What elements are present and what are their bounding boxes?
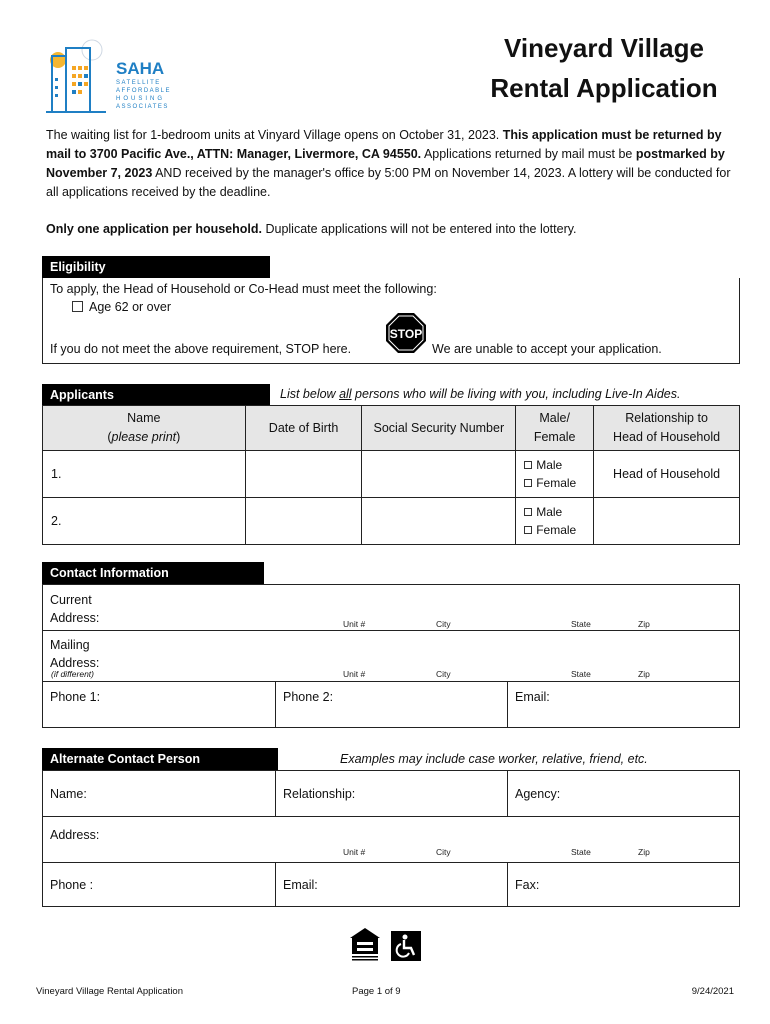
contact-table [42,584,740,728]
ssn-cell[interactable] [362,498,516,545]
applicants-table [42,405,740,545]
female-option[interactable]: Female [524,521,593,539]
alt-name-field[interactable]: Name: [43,771,276,817]
col-ssn: Social Security Number [362,406,516,451]
one-application-note: Only one application per household. Duplicate applications will not be entered into the lottery. [46,222,577,236]
equal-housing-opportunity-icon [348,926,382,962]
page-number: Page 1 of 9 [352,986,401,997]
alt-relationship-field[interactable]: Relationship: [276,771,508,817]
unable-to-accept: We are unable to accept your application. [432,342,662,356]
eligibility-header: Eligibility [42,256,270,278]
alt-phone-field[interactable]: Phone : [43,863,276,907]
male-option[interactable]: Male [524,456,593,474]
stop-sign-icon [385,312,427,354]
dob-cell[interactable] [245,451,362,498]
alt-fax-field[interactable]: Fax: [508,863,740,907]
dob-cell[interactable] [245,498,362,545]
footer-title: Vineyard Village Rental Application [36,986,183,997]
male-option[interactable]: Male [524,503,593,521]
stop-instruction: If you do not meet the above requirement, STOP here. [50,342,352,356]
svg-text:SATELLITE: SATELLITE [116,80,161,86]
alt-address-field[interactable]: Address: Unit # City State Zip [43,817,740,863]
age-62-checkbox[interactable] [72,301,83,312]
svg-text:ASSOCIATES: ASSOCIATES [116,104,169,110]
svg-text:HOUSING: HOUSING [116,96,166,102]
intro-paragraph: The waiting list for 1-bedroom units at Vinyard Village opens on October 31, 2023. This application must be returned by mail to 3700 Pacific Ave., ATTN: Manager, Livermore, CA 94550. Applications returned by mail must be postmarked by November 7, 2023 AND received by the manager's office by 5:00 PM on November 14, 2023. A lottery will be conducted for all applications received by the deadline. [46,128,731,199]
phone1-field[interactable]: Phone 1: [43,682,276,728]
relationship-cell[interactable]: Head of Household [594,451,740,498]
col-relationship: Relationship to Head of Household [594,406,740,451]
alternate-contact-table [42,770,740,907]
current-address-field[interactable]: Current Address: Unit # City State Zip [43,585,740,631]
col-name: Name (please print) [43,406,246,451]
age-62-option[interactable]: Age 62 or over [72,300,171,314]
female-option[interactable]: Female [524,474,593,492]
svg-text:AFFORDABLE: AFFORDABLE [116,88,172,94]
alt-agency-field[interactable]: Agency: [508,771,740,817]
footer-date: 9/24/2021 [691,986,734,997]
email-field[interactable]: Email: [508,682,740,728]
sex-cell [516,451,594,498]
alternate-contact-header: Alternate Contact Person [42,748,278,770]
applicant-name-cell[interactable]: 2. [43,498,246,545]
col-sex: Male/ Female [516,406,594,451]
relationship-cell[interactable] [594,498,740,545]
alternate-contact-note: Examples may include case worker, relative, friend, etc. [340,752,648,766]
saha-logo [46,38,176,114]
col-dob: Date of Birth [245,406,362,451]
applicants-header: Applicants [42,384,270,406]
applicant-name-cell[interactable]: 1. [43,451,246,498]
document-title: Vineyard Village Rental Application [490,33,718,103]
eligibility-instructions: To apply, the Head of Household or Co-Head must meet the following: [50,282,437,296]
logo-name: SAHA [116,59,165,78]
applicants-note: List below all persons who will be living with you, including Live-In Aides. [280,387,681,401]
svg-text:STOP: STOP [389,327,423,341]
contact-header: Contact Information [42,562,264,584]
table-row [43,451,740,498]
phone2-field[interactable]: Phone 2: [276,682,508,728]
sex-cell [516,498,594,545]
mailing-address-field[interactable]: Mailing Address: (if different) Unit # City State Zip [43,631,740,682]
accessibility-icon [391,931,421,961]
table-row [43,498,740,545]
ssn-cell[interactable] [362,451,516,498]
alt-email-field[interactable]: Email: [276,863,508,907]
